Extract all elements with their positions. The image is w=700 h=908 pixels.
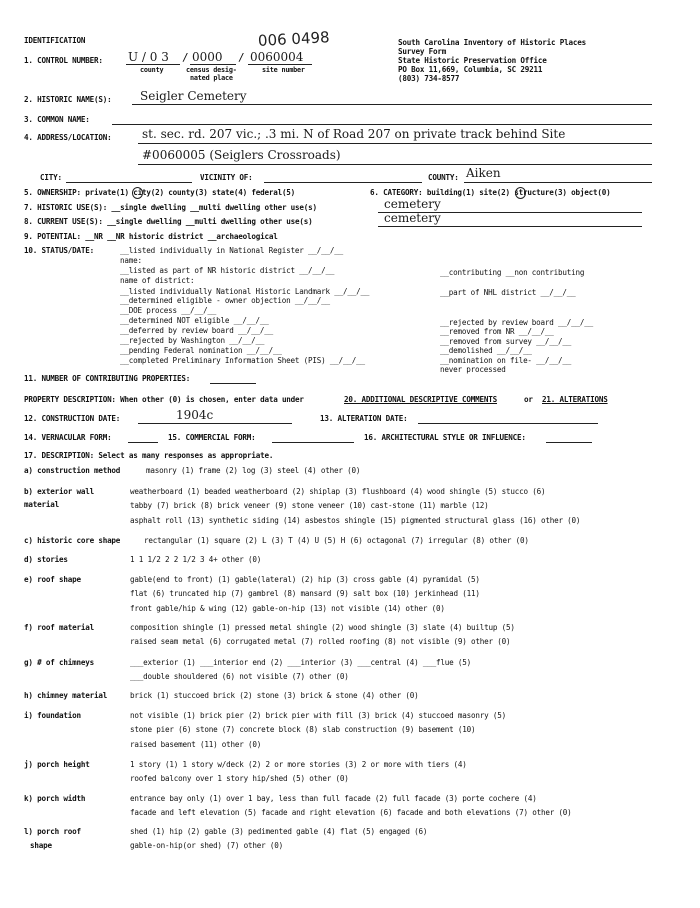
status-item: __determined eligible - owner objection __/__/__ <box>120 296 330 305</box>
alterations-link: 21. ALTERATIONS <box>542 395 608 404</box>
description-options: ___double shouldered (6) not visible (7) other (0) <box>130 672 349 681</box>
description-label-2: material <box>24 500 59 509</box>
description-label: b) exterior wall <box>24 487 94 496</box>
current-use-value[interactable]: cemetery <box>384 211 441 225</box>
control-separator: / <box>182 51 189 64</box>
control-separator: / <box>238 51 245 64</box>
vernacular-form-label: 14. VERNACULAR FORM: <box>24 433 112 442</box>
agency-line: South Carolina Inventory of Historic Places <box>398 38 586 47</box>
common-name-line <box>112 124 652 125</box>
architectural-style-label: 16. ARCHITECTURAL STYLE OR INFLUENCE: <box>364 433 526 442</box>
construction-date-line <box>138 423 292 424</box>
status-item: __listed individually National Historic Landmark __/__/__ <box>120 287 370 296</box>
control-site-line <box>248 64 312 65</box>
description-options: roofed balcony over 1 story hip/shed (5) other (0) <box>130 774 349 783</box>
control-sub-census-2: nated place <box>190 74 233 82</box>
vernacular-form-line <box>128 442 158 443</box>
address-rule-1 <box>138 143 652 144</box>
description-options: raised basement (11) other (0) <box>130 740 262 749</box>
commercial-form-line <box>272 442 354 443</box>
status-item: __rejected by Washington __/__/__ <box>120 336 265 345</box>
description-label: i) foundation <box>24 711 81 720</box>
historic-use-row: 7. HISTORIC USE(S): __single dwelling __multi dwelling other use(s) <box>24 203 317 212</box>
additional-comments-link: 20. ADDITIONAL DESCRIPTIVE COMMENTS <box>344 395 498 404</box>
description-label: c) historic core shape <box>24 536 121 545</box>
description-options: weatherboard (1) beaded weatherboard (2) shiplap (3) flushboard (4) wood shingle (5) stucco (6) <box>130 487 546 496</box>
status-item: __pending Federal nomination __/__/__ <box>120 346 282 355</box>
control-county-value[interactable]: U / 0 3 <box>128 50 169 64</box>
status-item: name: <box>120 256 142 265</box>
status-item: __nomination on file- __/__/__ <box>440 356 572 365</box>
alteration-date-label: 13. ALTERATION DATE: <box>320 414 408 423</box>
property-description-or: or <box>524 395 533 404</box>
property-description-text: PROPERTY DESCRIPTION: When other (0) is chosen, enter data under <box>24 395 304 404</box>
status-item: __removed from survey __/__/__ <box>440 337 572 346</box>
historic-use-value[interactable]: cemetery <box>384 197 441 211</box>
description-options: brick (1) stuccoed brick (2) stone (3) brick & stone (4) other (0) <box>130 691 419 700</box>
potential-row: 9. POTENTIAL: __NR __NR historic district __archaeological <box>24 232 278 241</box>
handwritten-stamp-number: 006 0498 <box>257 28 331 50</box>
description-label: g) # of chimneys <box>24 658 94 667</box>
contributing-properties-line <box>210 383 256 384</box>
status-label: 10. STATUS/DATE: <box>24 246 94 255</box>
city-label: CITY: <box>40 173 62 182</box>
agency-line: (803) 734-8577 <box>398 74 460 83</box>
control-census-value[interactable]: 0000 <box>192 50 223 64</box>
description-label: k) porch width <box>24 794 86 803</box>
status-item: __demolished __/__/__ <box>440 346 532 355</box>
address-line-1[interactable]: st. sec. rd. 207 vic.; .3 mi. N of Road 207 on private track behind Site <box>142 127 566 141</box>
status-item: __rejected by review board __/__/__ <box>440 318 594 327</box>
ownership-private-circle[interactable] <box>132 187 143 199</box>
status-item: __DOE process __/__/__ <box>120 306 217 315</box>
description-options: tabby (7) brick (8) brick veneer (9) stone veneer (10) cast-stone (11) marble (12) <box>130 501 489 510</box>
description-heading: 17. DESCRIPTION: Select as many responses as appropriate. <box>24 451 274 460</box>
control-sub-county: county <box>140 66 164 74</box>
category-site-circle[interactable] <box>515 187 526 199</box>
description-label: a) construction method <box>24 466 121 475</box>
city-line <box>66 182 192 183</box>
description-options: flat (6) truncated hip (7) gambrel (8) mansard (9) salt box (10) jerkinhead (11) <box>130 589 480 598</box>
vicinity-line <box>264 182 422 183</box>
agency-line: Survey Form <box>398 47 447 56</box>
current-use-row: 8. CURRENT USE(S): __single dwelling __multi dwelling other use(s) <box>24 217 313 226</box>
historic-name-line <box>132 104 652 105</box>
status-item: __completed Preliminary Information Sheet (PIS) __/__/__ <box>120 356 365 365</box>
description-label: d) stories <box>24 555 68 564</box>
control-sub-census: census desig- <box>186 66 237 74</box>
historic-name-value[interactable]: Seigler Cemetery <box>140 89 247 103</box>
description-label: h) chimney material <box>24 691 108 700</box>
description-options: front gable/hip & wing (12) gable-on-hip (13) not visible (14) other (0) <box>130 604 445 613</box>
description-options: shed (1) hip (2) gable (3) pedimented gable (4) flat (5) engaged (6) <box>130 827 428 836</box>
status-item: __determined NOT eligible __/__/__ <box>120 316 269 325</box>
status-contributing: __contributing __non contributing <box>440 268 585 277</box>
historic-name-label: 2. HISTORIC NAME(S): <box>24 95 112 104</box>
status-item: __listed individually in National Register __/__/__ <box>120 246 343 255</box>
description-label-2: shape <box>30 841 52 850</box>
status-item: __deferred by review board __/__/__ <box>120 326 274 335</box>
construction-date-value[interactable]: 1904c <box>176 408 214 422</box>
address-label: 4. ADDRESS/LOCATION: <box>24 133 112 142</box>
status-item: __listed as part of NR historic district __/__/__ <box>120 266 335 275</box>
alteration-date-line <box>418 423 598 424</box>
description-options: stone pier (6) stone (7) concrete block (8) slab construction (9) basement (10) <box>130 725 476 734</box>
description-label: j) porch height <box>24 760 90 769</box>
control-census-line <box>190 64 236 65</box>
control-sub-site: site number <box>262 66 305 74</box>
description-options: not visible (1) brick pier (2) brick pier with fill (3) brick (4) stuccoed masonry (5) <box>130 711 506 720</box>
ownership-row: 5. OWNERSHIP: private(1) city(2) county(3) state(4) federal(5) <box>24 188 296 197</box>
county-value[interactable]: Aiken <box>466 166 501 180</box>
description-options: masonry (1) frame (2) log (3) steel (4) other (0) <box>146 466 361 475</box>
control-number-label: 1. CONTROL NUMBER: <box>24 56 103 65</box>
agency-line: State Historic Preservation Office <box>398 56 547 65</box>
category-row: 6. CATEGORY: building(1) site(2) structure(3) object(0) <box>370 188 611 197</box>
status-item: name of district: <box>120 276 195 285</box>
commercial-form-label: 15. COMMERCIAL FORM: <box>168 433 256 442</box>
description-options: 1 1 1/2 2 2 1/2 3 4+ other (0) <box>130 555 262 564</box>
control-county-line <box>126 64 180 65</box>
description-options: ___exterior (1) ___interior end (2) ___interior (3) ___central (4) ___flue (5) <box>130 658 472 667</box>
agency-line: PO Box 11,669, Columbia, SC 29211 <box>398 65 543 74</box>
identification-heading: IDENTIFICATION <box>24 36 86 45</box>
common-name-label: 3. COMMON NAME: <box>24 115 90 124</box>
description-label: f) roof material <box>24 623 94 632</box>
vicinity-label: VICINITY OF: <box>200 173 253 182</box>
description-options: 1 story (1) 1 story w/deck (2) 2 or more stories (3) 2 or more with tiers (4) <box>130 760 467 769</box>
architectural-style-line <box>546 442 592 443</box>
contributing-properties-label: 11. NUMBER OF CONTRIBUTING PROPERTIES: <box>24 374 191 383</box>
construction-date-label: 12. CONSTRUCTION DATE: <box>24 414 121 423</box>
status-item: __removed from NR __/__/__ <box>440 327 554 336</box>
address-line-2[interactable]: #0060005 (Seiglers Crossroads) <box>142 148 341 162</box>
description-options: gable-on-hip(or shed) (7) other (0) <box>130 841 284 850</box>
description-options: raised seam metal (6) corrugated metal (7) rolled roofing (8) not visible (9) other (0) <box>130 637 511 646</box>
description-options: entrance bay only (1) over 1 bay, less than full facade (2) full facade (3) porte cochere (4) <box>130 794 537 803</box>
address-rule-2 <box>138 164 652 165</box>
control-site-value[interactable]: 0060004 <box>250 50 304 64</box>
description-label: l) porch roof <box>24 827 81 836</box>
county-line <box>464 182 652 183</box>
current-use-line <box>378 226 642 227</box>
county-label: COUNTY: <box>428 173 459 182</box>
description-options: rectangular (1) square (2) L (3) T (4) U (5) H (6) octagonal (7) irregular (8) other (0) <box>144 536 529 545</box>
description-label: e) roof shape <box>24 575 81 584</box>
description-options: asphalt roll (13) synthetic siding (14) asbestos shingle (15) pigmented structural glass (16) other (0) <box>130 516 581 525</box>
status-nhl-district: __part of NHL district __/__/__ <box>440 288 576 297</box>
description-options: gable(end to front) (1) gable(lateral) (2) hip (3) cross gable (4) pyramidal (5) <box>130 575 480 584</box>
description-options: composition shingle (1) pressed metal shingle (2) wood shingle (3) slate (4) builtup (5) <box>130 623 515 632</box>
status-item: never processed <box>440 365 506 374</box>
description-options: facade and left elevation (5) facade and right elevation (6) facade and both elevations (7) other (0) <box>130 808 572 817</box>
